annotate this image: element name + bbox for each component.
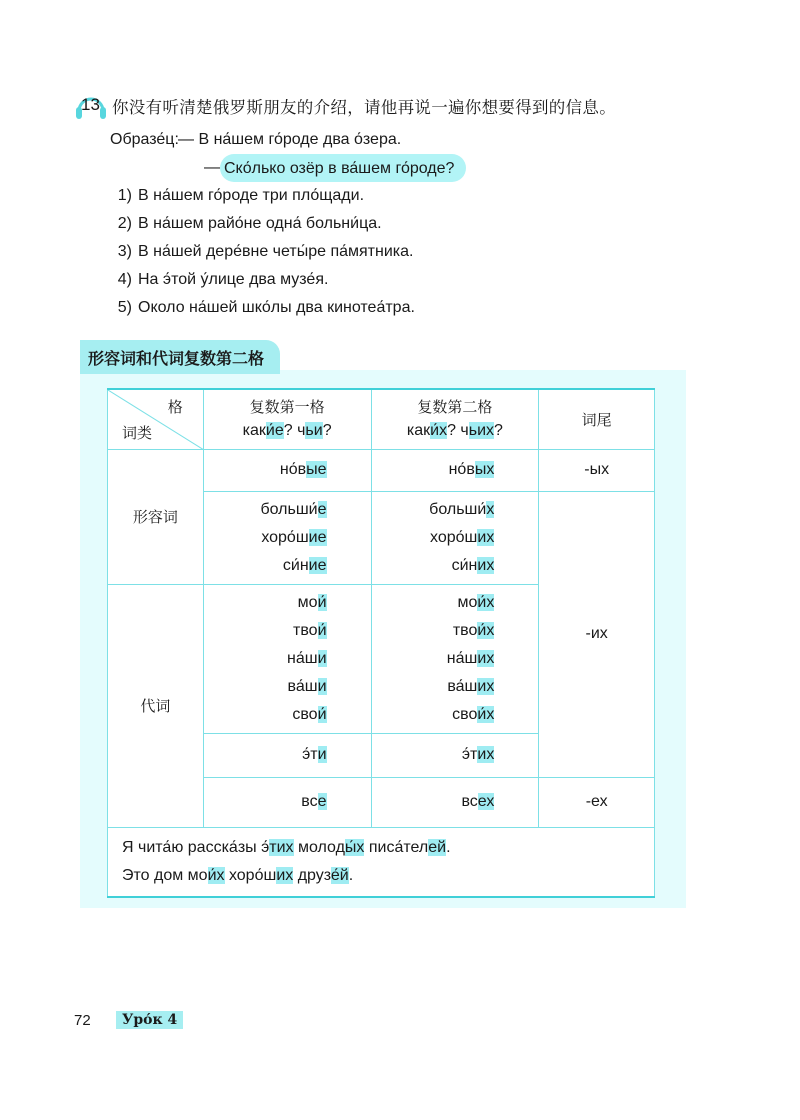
grammar-tab (80, 340, 280, 374)
ending-yh: -ых (539, 449, 655, 491)
adjective-label: 形容词 (108, 449, 204, 584)
lesson-label: Уро́к 4 (116, 1011, 183, 1029)
word-genitive: но́вых (371, 449, 539, 491)
sample-dash: — (204, 159, 220, 176)
sample-answer: Ско́лько озёр в ва́шем го́роде? (220, 154, 466, 182)
exercise-item: 4) На э́той у́лице два музе́я. (117, 271, 329, 288)
page-number: 72 (74, 1011, 91, 1029)
listening-headphones-icon (74, 89, 108, 123)
page-footer (74, 1011, 183, 1029)
grammar-title: 形容词和代词复数第二格 (88, 348, 265, 368)
exercise-instruction: 你没有听清楚俄罗斯朋友的介绍，请他再说一遍你想要得到的信息。 (112, 98, 616, 117)
case-label: 格 (167, 398, 183, 416)
column-header-nominative: 复数第一格 каки́е? чьи? (203, 389, 371, 449)
exercise-item: 5) Около на́шей шко́лы два кинотеа́тра. (117, 299, 415, 316)
exercise-item: 3) В на́шей дере́вне четы́ре па́мятника. (117, 243, 414, 260)
examples-cell (108, 827, 655, 897)
exercise-item: 2) В на́шем райо́не одна́ больни́ца. (117, 215, 382, 232)
word-genitive: э́тих (371, 733, 539, 777)
sample-statement: — В на́шем го́роде два о́зера. (178, 131, 402, 148)
diagonal-header-cell (108, 389, 204, 449)
example-sentence-2: Это дом мои́х хоро́ших друзе́й. (122, 866, 354, 884)
examples-row (108, 827, 655, 897)
word-nominative: э́ти (203, 733, 371, 777)
word-nominative-group: мои́ твои́ на́ши ва́ши свои́ (203, 584, 371, 733)
table-header-row (108, 389, 655, 449)
word-nominative: но́вые (203, 449, 371, 491)
example-sentence-1: Я чита́ю расска́зы э́тих молоды́х писа́телей. (122, 838, 451, 856)
word-class-label: 词类 (122, 423, 153, 442)
word-nominative-group: больши́е хоро́шие си́ние (203, 491, 371, 584)
grammar-table (107, 388, 655, 898)
word-nominative: все (203, 777, 371, 827)
word-genitive-group: больши́х хоро́ших си́них (371, 491, 539, 584)
column-header-genitive: 复数第二格 каки́х? чьих? (371, 389, 539, 449)
exercise-13 (72, 92, 732, 322)
pronoun-label: 代词 (108, 584, 204, 827)
table-row (108, 449, 655, 491)
word-genitive: всех (371, 777, 539, 827)
exercise-header (72, 92, 732, 120)
column-header-ending: 词尾 (539, 389, 655, 449)
ending-ih: -их (539, 491, 655, 777)
word-genitive-group: мои́х твои́х на́ших ва́ших свои́х (371, 584, 539, 733)
sample-block (110, 126, 732, 182)
exercise-item: 1) В на́шем го́роде три пло́щади. (117, 187, 365, 204)
sample-label: Образе́ц: (110, 131, 179, 148)
ending-eh: -ех (539, 777, 655, 827)
exercise-items (110, 182, 732, 322)
exercise-number: 13 (81, 95, 100, 114)
